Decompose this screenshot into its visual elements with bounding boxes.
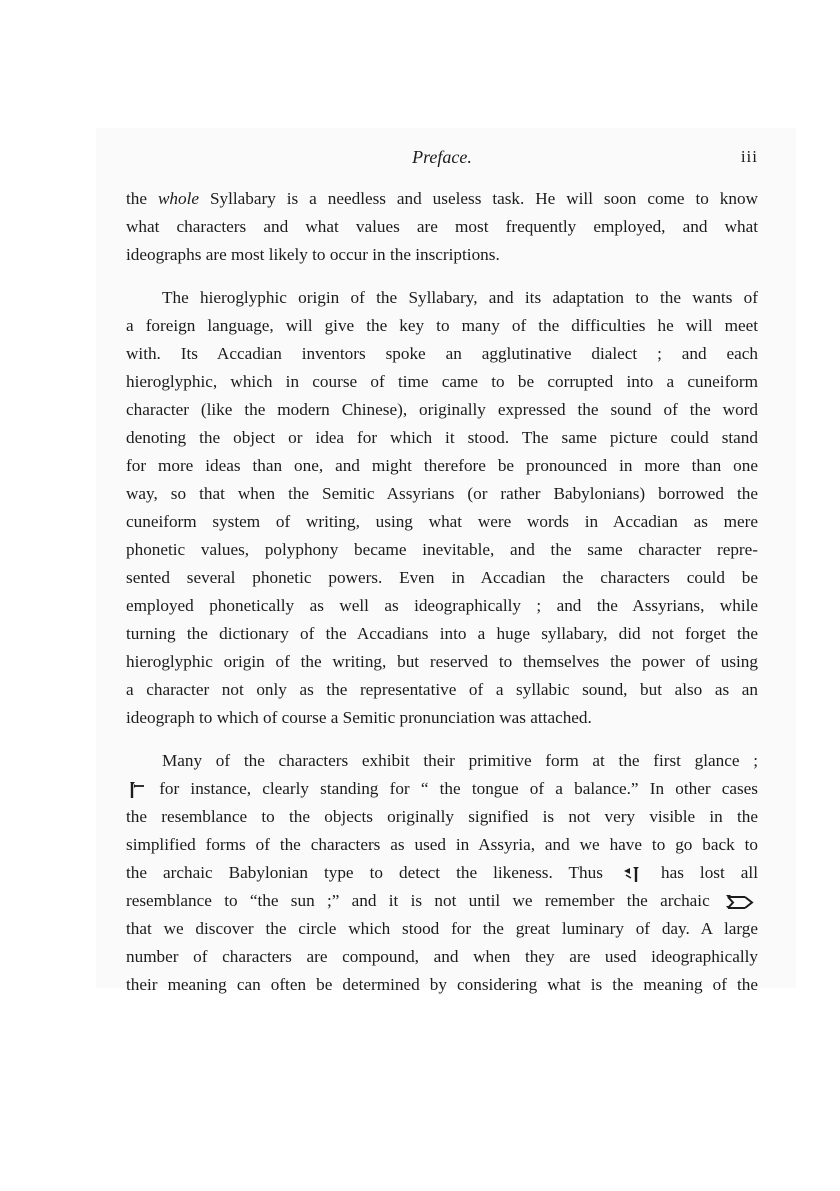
- text-line: the resemblance to the objects originally signified is not very visible in the: [126, 807, 758, 826]
- text-line: The hieroglyphic origin of the Syllabary, and its adaptation to the wants of: [162, 288, 758, 307]
- text-line: sented several phonetic powers. Even in Accadian the characters could be: [126, 568, 758, 587]
- running-title: Preface.: [412, 147, 472, 167]
- text-line: resemblance to “the sun ;” and it is not until we remember the archaic: [126, 887, 758, 915]
- body-text: [126, 185, 758, 999]
- text-line: for instance, clearly standing for “ the tongue of a balance.” In other cases: [126, 775, 758, 803]
- text-line: ideograph to which of course a Semitic pronunciation was attached.: [126, 708, 592, 727]
- text-line: for more ideas than one, and might therefore be pronounced in more than one: [126, 456, 758, 475]
- paragraph-2: [126, 284, 758, 732]
- text-line: character (like the modern Chinese), originally expressed the sound of the word: [126, 400, 758, 419]
- emphasized-word: whole: [157, 189, 200, 208]
- text-line: Many of the characters exhibit their primitive form at the first glance ;: [162, 751, 758, 770]
- text-line: their meaning can often be determined by considering what is the meaning of the: [126, 975, 758, 994]
- text-line: hieroglyphic origin of the writing, but reserved to themselves the power of using: [126, 652, 758, 671]
- paragraph-3: [126, 747, 758, 999]
- text-line: a foreign language, will give the key to many of the difficulties he will meet: [126, 316, 758, 335]
- page-number: iii: [740, 147, 758, 166]
- text-line: hieroglyphic, which in course of time came to be corrupted into a cuneiform: [126, 372, 758, 391]
- text-line: the whole Syllabary is a needless and useless task. He will soon come to know: [126, 189, 758, 208]
- archaic-sun-icon: [725, 892, 755, 912]
- text-line: simplified forms of the characters as used in Assyria, and we have to go back to: [126, 835, 758, 854]
- text-line: number of characters are compound, and when they are used ideographically: [126, 947, 758, 966]
- text-line: the archaic Babylonian type to detect the likeness. Thus has lost all: [126, 859, 758, 887]
- text-line: denoting the object or idea for which it stood. The same picture could stand: [126, 428, 758, 447]
- text-line: what characters and what values are most frequently employed, and what: [126, 217, 758, 236]
- text-line: that we discover the circle which stood for the great luminary of day. A large: [126, 919, 758, 938]
- text-line: ideographs are most likely to occur in the inscriptions.: [126, 245, 500, 264]
- cuneiform-sun-icon: [622, 864, 642, 884]
- text-line: cuneiform system of writing, using what were words in Accadian as mere: [126, 512, 758, 531]
- text-line: way, so that when the Semitic Assyrians (or rather Babylonians) borrowed the: [126, 484, 758, 503]
- text-line: phonetic values, polyphony became inevitable, and the same character repre-: [126, 540, 758, 559]
- text-line: with. Its Accadian inventors spoke an agglutinative dialect ; and each: [126, 344, 758, 363]
- page-header: [126, 147, 758, 171]
- paragraph-1: [126, 185, 758, 269]
- text-line: a character not only as the representative of a syllabic sound, but also as an: [126, 680, 758, 699]
- cuneiform-tongue-of-balance-icon: [129, 780, 145, 800]
- text-line: employed phonetically as well as ideographically ; and the Assyrians, while: [126, 596, 758, 615]
- text-line: turning the dictionary of the Accadians into a huge syllabary, did not forget the: [126, 624, 758, 643]
